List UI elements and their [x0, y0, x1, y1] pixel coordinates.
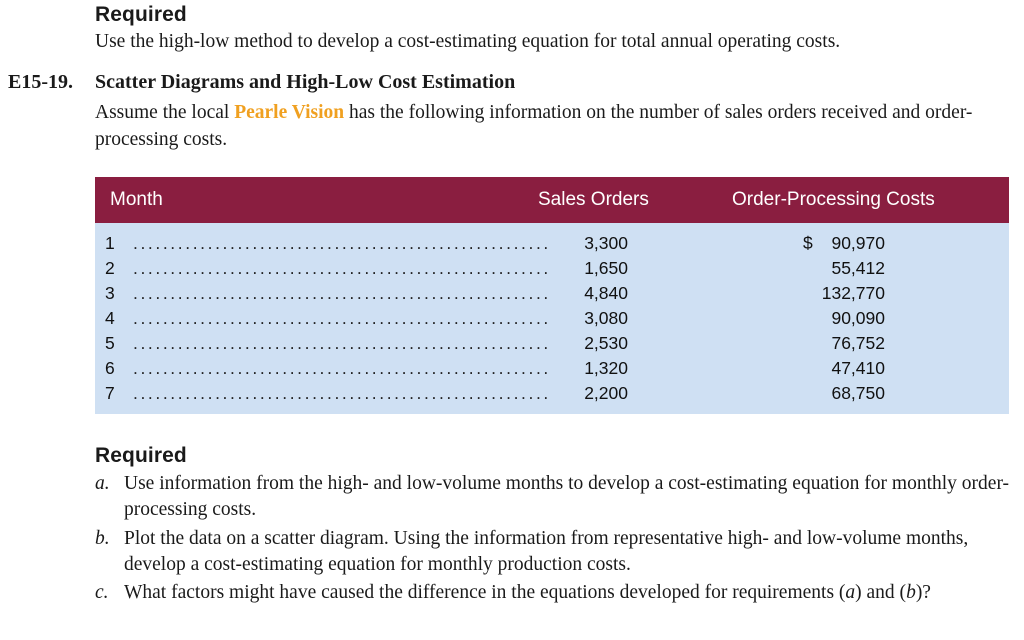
exercise-intro — [95, 99, 1015, 153]
table-header — [95, 177, 1009, 223]
dot-leader: ........................................................ — [133, 258, 551, 278]
dot-leader: ........................................................ — [133, 333, 551, 353]
requirement-letter: b. — [95, 528, 110, 549]
costs-cell: 90,970 — [831, 233, 885, 253]
header-order-processing-costs: Order-Processing Costs — [732, 189, 935, 210]
sales-orders-cell: 1,320 — [584, 358, 628, 378]
requirement-text-part: What factors might have caused the difference in the equations developed for requirements ( — [124, 582, 846, 603]
table-row — [95, 283, 1009, 308]
table-row — [95, 333, 1009, 358]
dot-leader: ........................................................ — [133, 308, 551, 328]
month-cell: 1 — [105, 233, 115, 253]
month-cell: 3 — [105, 283, 115, 303]
sales-orders-cell: 2,200 — [584, 383, 628, 403]
header-month: Month — [110, 189, 163, 210]
exercise-title: Scatter Diagrams and High-Low Cost Estimation — [95, 71, 516, 93]
brand-name: Pearle Vision — [234, 102, 345, 123]
table-row — [95, 358, 1009, 383]
requirement-ref-b: b — [906, 582, 916, 603]
month-cell: 6 — [105, 358, 115, 378]
month-cell: 4 — [105, 308, 115, 328]
dot-leader: ........................................................ — [133, 383, 551, 403]
table-row — [95, 233, 1009, 258]
dot-leader: ........................................................ — [133, 283, 551, 303]
dot-leader: ........................................................ — [133, 358, 551, 378]
requirement-letter: a. — [95, 473, 110, 494]
currency-symbol: $ — [803, 233, 813, 253]
table-row — [95, 308, 1009, 333]
requirement-text — [124, 580, 1015, 606]
bottom-required-heading: Required — [95, 444, 187, 467]
sales-orders-cell: 2,530 — [584, 333, 628, 353]
requirement-text: Plot the data on a scatter diagram. Using the information from representative high- and low-volume months, develop a cost-estimating equation for monthly production costs. — [124, 528, 969, 575]
header-sales-orders: Sales Orders — [538, 189, 649, 210]
sales-orders-cell: 1,650 — [584, 258, 628, 278]
month-cell: 5 — [105, 333, 115, 353]
requirement-letter: c. — [95, 582, 109, 603]
intro-text-start: Assume the local — [95, 102, 235, 123]
costs-cell: 68,750 — [831, 383, 885, 403]
requirement-text-part: ) and ( — [855, 582, 907, 603]
sales-orders-cell: 4,840 — [584, 283, 628, 303]
costs-cell: 76,752 — [831, 333, 885, 353]
costs-cell: 47,410 — [831, 358, 885, 378]
sales-orders-cell: 3,080 — [584, 308, 628, 328]
data-table — [95, 177, 1009, 414]
intro-text-end: has the following information on the number of sales orders received and order-processing costs. — [95, 102, 973, 150]
table-row — [95, 258, 1009, 283]
month-cell: 7 — [105, 383, 115, 403]
sales-orders-cell: 3,300 — [584, 233, 628, 253]
costs-cell: 55,412 — [831, 258, 885, 278]
requirement-text-part: )? — [915, 582, 931, 603]
month-cell: 2 — [105, 258, 115, 278]
costs-cell: 90,090 — [831, 308, 885, 328]
requirement-text: Use information from the high- and low-volume months to develop a cost-estimating equation for monthly order-processing costs. — [124, 473, 1010, 520]
top-required-heading: Required — [95, 3, 187, 26]
requirement-ref-a: a — [845, 582, 856, 603]
exercise-number: E15-19. — [8, 71, 73, 93]
costs-cell: 132,770 — [821, 283, 885, 303]
table-row — [95, 383, 1009, 408]
top-required-text: Use the high-low method to develop a cost-estimating equation for total annual operating costs. — [95, 31, 841, 52]
dot-leader: ........................................................ — [133, 233, 551, 253]
